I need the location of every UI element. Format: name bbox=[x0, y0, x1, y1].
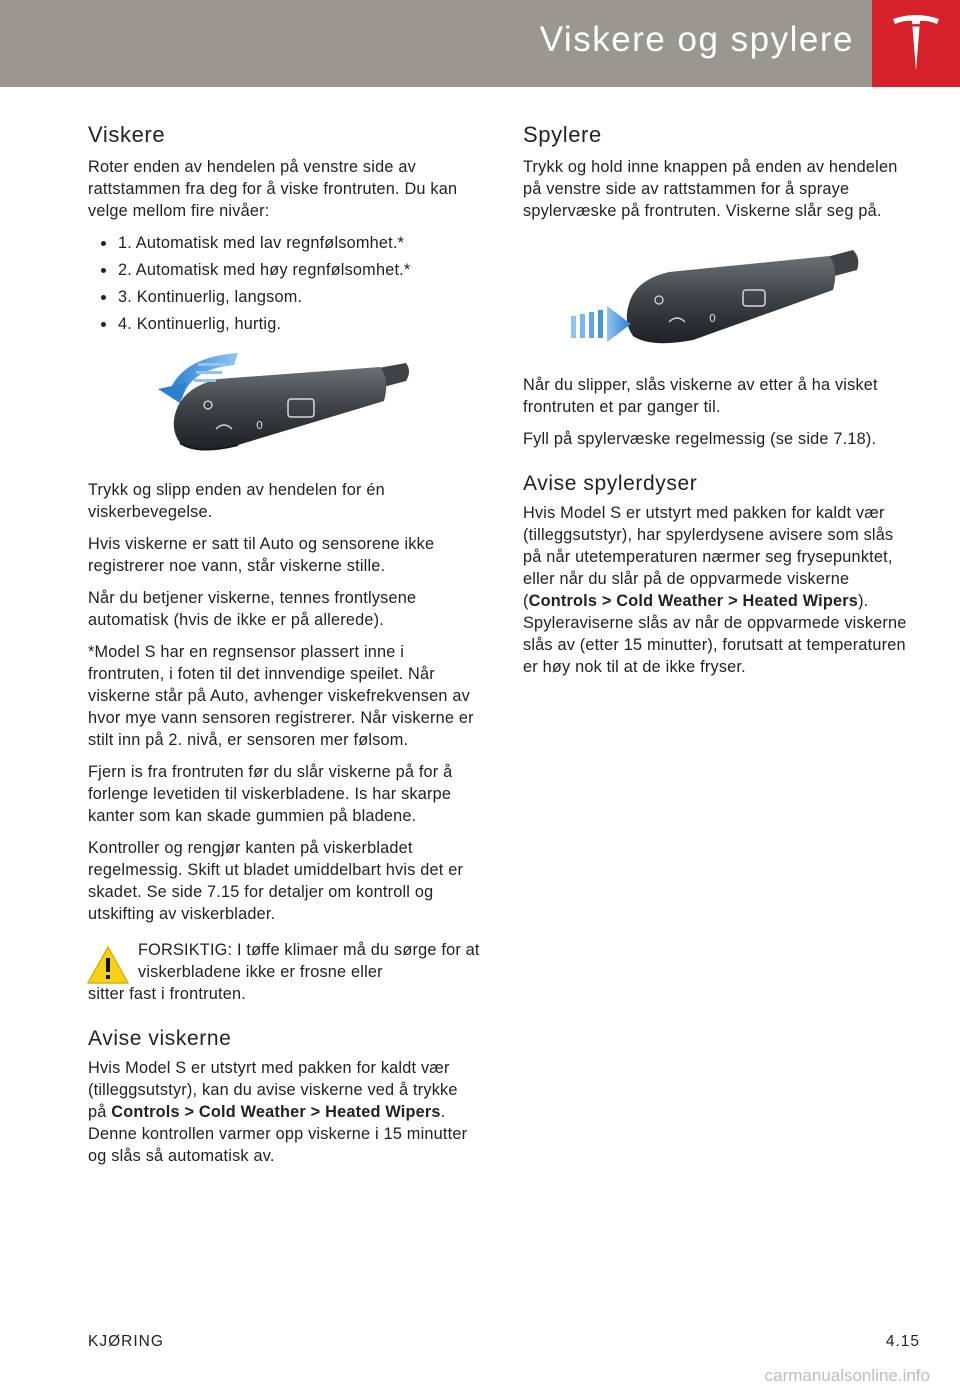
section-heading-avise-viskerne: Avise viskerne bbox=[88, 1027, 232, 1050]
list-item: 1. Automatisk med lav regnfølsomhet.* bbox=[88, 232, 480, 254]
rain-sensor-note: *Model S har en regnsensor plassert inne i frontruten, i foten til det innvendige speilet. Når viskerne står på Auto, avhenger viskefrekvensen av hvor mye vann sensoren registrerer. Når viskerne er stilt inn på 2. nivå, er sensoren mer følsom. bbox=[88, 643, 474, 749]
svg-text:0: 0 bbox=[256, 419, 263, 432]
list-item: 3. Kontinuerlig, langsom. bbox=[88, 286, 480, 308]
avise-viskerne-text: Hvis Model S er utstyrt med pakken for kaldt vær (tilleggsutstyr), kan du avise viskerne ved å trykke på Controls > Cold Weather > Heated Wipers. Denne kontrollen varmer opp viskerne i 15 minutter og slås så automatisk av. bbox=[88, 1059, 468, 1165]
avise-spylerdyser-text: Hvis Model S er utstyrt med pakken for kaldt vær (tilleggsutstyr), har spylerdysene avisere som slås på når utetemperaturen nærmer seg frysepunktet, eller når du slår på de oppvarmede viskerne (Controls > Cold Weather > Heated Wipers). Spyleraviserne slås av når de oppvarmede viskerne slås av (etter 15 minutter), forutsatt at temperaturen er høy nok til at de ikke fryser. bbox=[523, 504, 907, 676]
spylere-p2: Fyll på spylervæske regelmessig (se side 7.18). bbox=[523, 430, 877, 448]
caution-text-tail: sitter fast i frontruten. bbox=[88, 985, 246, 1003]
viskere-p2: Hvis viskerne er satt til Auto og sensorene ikke registrerer noe vann, står viskerne stille. bbox=[88, 535, 435, 575]
wiper-stalk-illustration bbox=[88, 349, 480, 461]
list-item: 4. Kontinuerlig, hurtig. bbox=[88, 313, 480, 335]
section-heading-avise-spylerdyser: Avise spylerdyser bbox=[523, 472, 698, 495]
tesla-logo-icon bbox=[891, 13, 941, 73]
viskere-p5: Fjern is fra frontruten før du slår viskerne på for å forlenge levetiden til viskerbladene. Is har skarpe kanter som kan skade gummien på bladene. bbox=[88, 763, 453, 825]
washer-stalk-illustration bbox=[523, 244, 915, 356]
menu-path: Controls > Cold Weather > Heated Wipers bbox=[111, 1103, 441, 1121]
right-column bbox=[523, 122, 915, 688]
left-column bbox=[88, 122, 480, 1177]
viskere-p3: Når du betjener viskerne, tennes frontlysene automatisk (hvis de ikke er på allerede). bbox=[88, 589, 417, 629]
menu-path: Controls > Cold Weather > Heated Wipers bbox=[528, 592, 859, 610]
viskere-p1: Trykk og slipp enden av hendelen for én viskerbevegelse. bbox=[88, 481, 385, 521]
svg-text:0: 0 bbox=[709, 312, 716, 325]
header-bar bbox=[0, 0, 872, 87]
section-heading-spylere: Spylere bbox=[523, 122, 602, 147]
wiper-stalk-rotate-figure bbox=[88, 349, 480, 461]
washer-button-figure bbox=[523, 244, 915, 356]
page-number: 4.15 bbox=[885, 1333, 920, 1350]
warning-triangle-icon bbox=[86, 945, 130, 985]
footer-section: KJØRING bbox=[88, 1333, 164, 1350]
wiper-levels-list bbox=[88, 232, 480, 335]
page-title: Viskere og spylere bbox=[539, 20, 854, 59]
caution-box bbox=[88, 939, 480, 1005]
viskere-p6: Kontroller og rengjør kanten på viskerbladet regelmessig. Skift ut bladet umiddelbart hvis det er skadet. Se side 7.15 for detaljer om kontroll og utskifting av viskerblader. bbox=[88, 839, 464, 923]
viskere-intro: Roter enden av hendelen på venstre side av rattstammen fra deg for å viske frontruten. Du kan velge mellom fire nivåer: bbox=[88, 158, 458, 220]
spylere-intro: Trykk og hold inne knappen på enden av hendelen på venstre side av rattstammen for å spraye spylervæske på frontruten. Viskerne slår seg på. bbox=[523, 158, 898, 220]
watermark: carmanualsonline.info bbox=[764, 1366, 930, 1385]
brand-logo bbox=[872, 0, 960, 87]
caution-text: FORSIKTIG: I tøffe klimaer må du sørge for at viskerbladene ikke er frosne eller bbox=[138, 941, 480, 981]
section-heading-viskere: Viskere bbox=[88, 122, 166, 147]
spylere-p1: Når du slipper, slås viskerne av etter å ha visket frontruten et par ganger til. bbox=[523, 376, 878, 416]
list-item: 2. Automatisk med høy regnfølsomhet.* bbox=[88, 259, 480, 281]
